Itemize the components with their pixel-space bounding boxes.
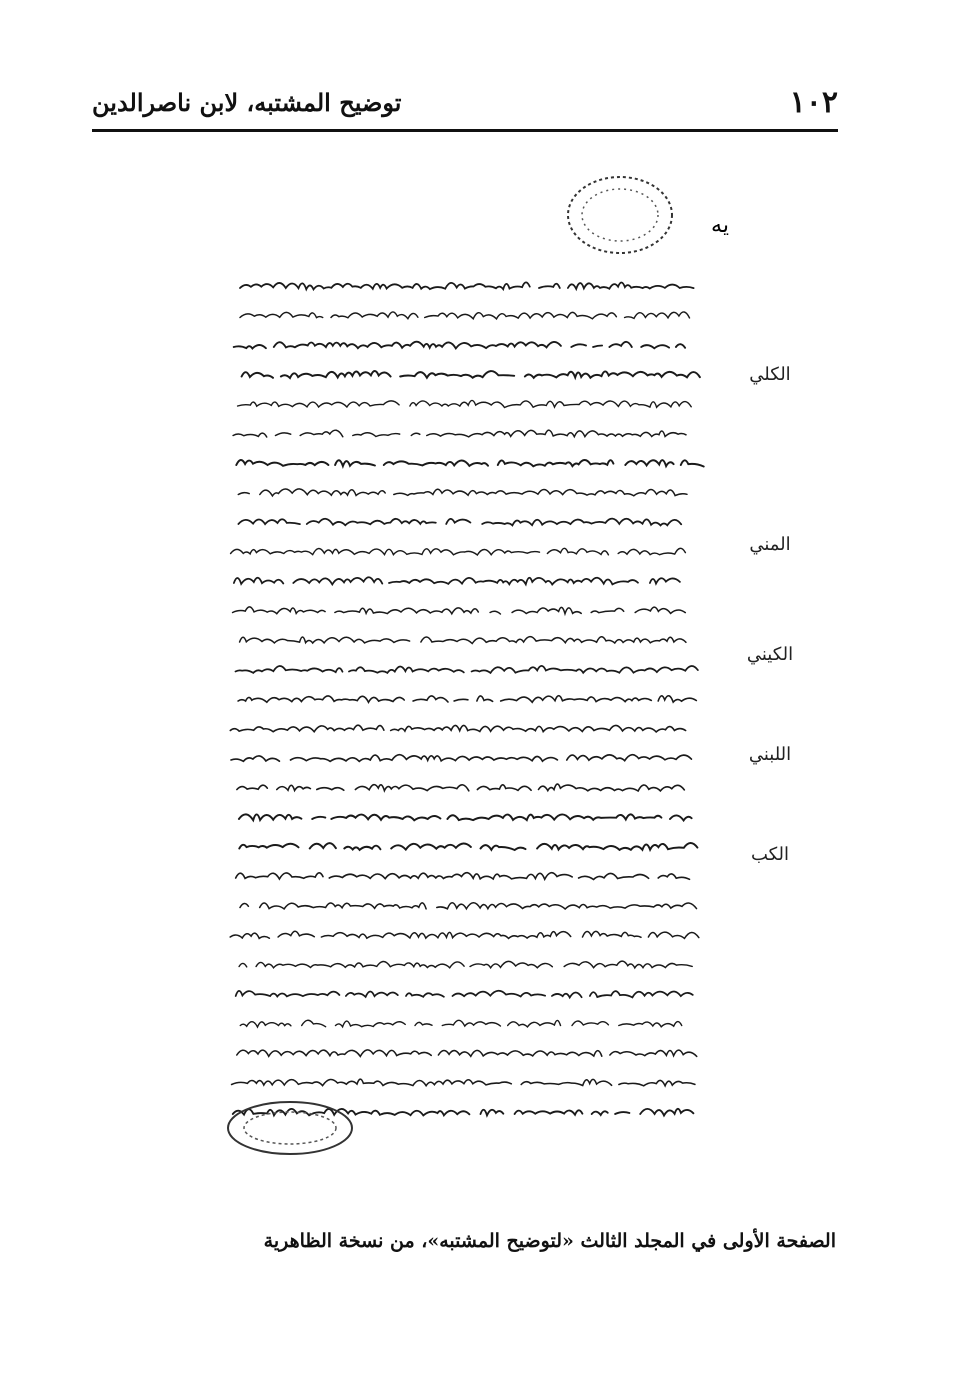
manuscript-line bbox=[230, 725, 685, 732]
manuscript-margin-note: الكيني bbox=[746, 644, 794, 665]
manuscript-margin-note: المني bbox=[749, 534, 791, 555]
library-seal-top bbox=[568, 177, 672, 253]
manuscript-line bbox=[240, 903, 697, 909]
manuscript-line bbox=[240, 1020, 693, 1027]
manuscript-line bbox=[240, 312, 690, 319]
manuscript-scan bbox=[120, 170, 830, 1190]
manuscript-line bbox=[233, 430, 694, 437]
manuscript-line bbox=[236, 666, 698, 673]
manuscript-line bbox=[230, 931, 707, 938]
manuscript-line bbox=[236, 991, 693, 998]
manuscript-line bbox=[238, 519, 690, 526]
manuscript-line bbox=[234, 342, 685, 349]
manuscript-line bbox=[238, 489, 687, 496]
manuscript-line bbox=[236, 460, 703, 467]
manuscript-margin-note: الكب bbox=[750, 844, 790, 865]
manuscript-line bbox=[238, 400, 692, 407]
manuscript-text-lines bbox=[230, 282, 707, 1115]
manuscript-line bbox=[236, 873, 690, 880]
page-number: ١٠٢ bbox=[789, 84, 838, 120]
manuscript-margin-note: الكلي bbox=[749, 364, 791, 385]
manuscript-line bbox=[233, 1109, 694, 1116]
manuscript-line bbox=[239, 814, 692, 820]
manuscript-margin-note: اللبني bbox=[748, 744, 792, 765]
manuscript-line bbox=[239, 843, 697, 850]
manuscript-line bbox=[240, 282, 694, 289]
manuscript-line bbox=[233, 607, 686, 614]
manuscript-top-note: يه bbox=[711, 213, 729, 238]
running-title: توضيح المشتبه، لابن ناصرالدين bbox=[92, 87, 402, 117]
manuscript-image bbox=[120, 170, 830, 1190]
header-rule bbox=[92, 129, 838, 132]
manuscript-line bbox=[239, 961, 692, 968]
manuscript-line bbox=[237, 1050, 697, 1057]
manuscript-line bbox=[238, 696, 696, 703]
manuscript-line bbox=[234, 577, 690, 584]
manuscript-line bbox=[242, 371, 700, 378]
manuscript-margin-notes bbox=[747, 364, 793, 865]
manuscript-line bbox=[231, 755, 691, 762]
manuscript-line bbox=[232, 1079, 695, 1086]
manuscript-line bbox=[240, 637, 686, 644]
figure-caption: الصفحة الأولى في المجلد الثالث «لتوضيح المشتبه»، من نسخة الظاهرية bbox=[263, 1230, 836, 1252]
manuscript-line bbox=[231, 548, 686, 555]
manuscript-line bbox=[237, 784, 684, 791]
running-header bbox=[92, 82, 838, 122]
